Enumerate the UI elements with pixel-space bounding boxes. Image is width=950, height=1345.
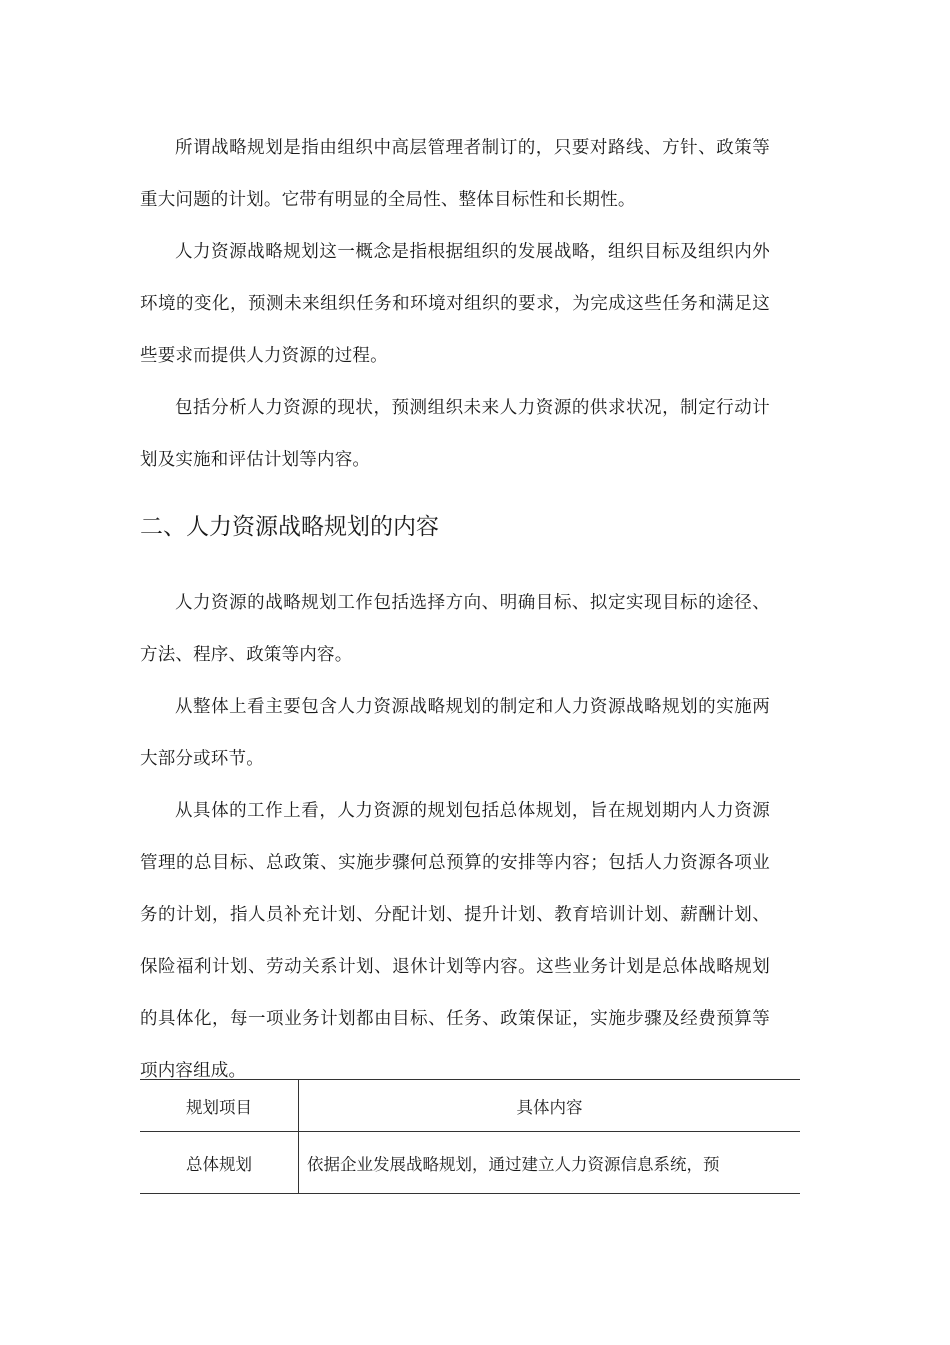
- table-header-row: [140, 1080, 800, 1132]
- table-header-plan-item: 规划项目: [140, 1080, 299, 1132]
- table-cell-plan-item: 总体规划: [140, 1132, 299, 1194]
- paragraph-scope: 包括分析人力资源的现状，预测组织未来人力资源的供求状况，制定行动计划及实施和评估计划等内容。: [140, 398, 770, 470]
- section-heading: 二、人力资源战略规划的内容: [140, 514, 439, 540]
- paragraph-specific-work: 从具体的工作上看，人力资源的规划包括总体规划，旨在规划期内人力资源管理的总目标、总政策、实施步骤何总预算的安排等内容；包括人力资源各项业务的计划，指人员补充计划、分配计划、提升计划、教育培训计划、薪酬计划、保险福利计划、劳动关系计划、退休计划等内容。这些业务计划是总体战略规划的具体化，每一项业务计划都由目标、任务、政策保证，实施步骤及经费预算等项内容组成。: [140, 801, 770, 1081]
- paragraph-strategy-definition: 所谓战略规划是指由组织中高层管理者制订的，只要对路线、方针、政策等重大问题的计划。它带有明显的全局性、整体目标性和长期性。: [140, 138, 770, 210]
- table-row: [140, 1132, 800, 1194]
- paragraph-work-content: 人力资源的战略规划工作包括选择方向、明确目标、拟定实现目标的途径、方法、程序、政策等内容。: [140, 593, 770, 665]
- table-cell-content: 依据企业发展战略规划，通过建立人力资源信息系统，预: [307, 1154, 720, 1174]
- paragraph-overall-parts: 从整体上看主要包含人力资源战略规划的制定和人力资源战略规划的实施两大部分或环节。: [140, 697, 770, 769]
- paragraph-hr-strategy-concept: 人力资源战略规划这一概念是指根据组织的发展战略，组织目标及组织内外环境的变化，预测未来组织任务和环境对组织的要求，为完成这些任务和满足这些要求而提供人力资源的过程。: [140, 242, 770, 366]
- table-header-content: 具体内容: [516, 1097, 583, 1117]
- plan-table: [140, 1079, 800, 1194]
